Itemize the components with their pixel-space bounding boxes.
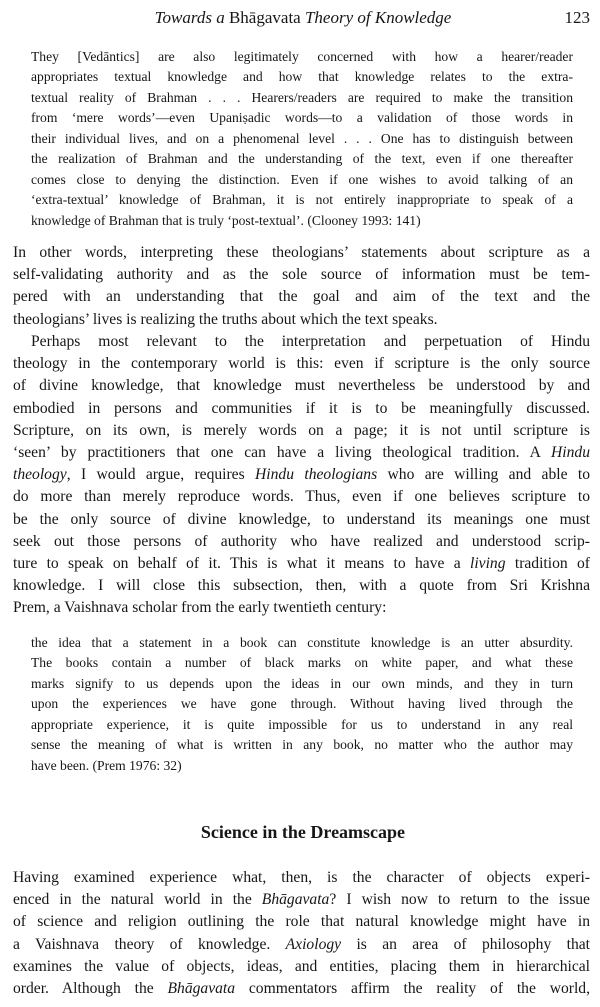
text-run: knowledge. I will close this subsection, then, with a quote from Sri Krishna — [13, 577, 590, 595]
text-line — [13, 242, 590, 264]
text-run: do more than merely reproduce words. Thus, even if one believes scripture to — [13, 488, 590, 506]
text-run: In other words, interpreting these theologians’ statements about scripture as a — [13, 244, 590, 261]
text-run: embodied in persons and communities if it is to be meaningfully discussed. — [13, 399, 590, 417]
text-line — [13, 934, 590, 956]
text-run: pered with an understanding that the goal and aim of the text and the — [13, 288, 590, 306]
text-line — [13, 264, 590, 286]
text-line — [13, 889, 590, 911]
paragraph-science — [13, 867, 590, 1000]
text-line — [13, 442, 590, 464]
text-line — [13, 420, 590, 442]
paragraph-interpreting — [13, 242, 590, 331]
text-line — [31, 190, 573, 210]
text-run: ture to speak on behalf of it. This is what it means to have a — [13, 554, 471, 572]
text-run: of science and religion outlining the role that natural knowledge might have in — [13, 913, 590, 931]
text-run: The books contain a number of black marks on white paper, and what these — [31, 655, 573, 671]
text-run: have been. (Prem 1976: 32) — [31, 757, 182, 773]
text-run: Perhaps most relevant to the interpretation and perpetuation of Hindu — [31, 333, 590, 350]
text-line — [31, 715, 573, 735]
italic-text: Bhāgavata — [167, 979, 236, 997]
text-line — [13, 867, 590, 889]
text-run: enced in the natural world in the — [13, 891, 262, 909]
text-run: Scripture, on its own, is merely words on a page; it is not until scripture is — [13, 421, 590, 439]
text-line — [13, 353, 590, 375]
text-line — [31, 129, 573, 149]
text-line — [13, 286, 590, 308]
text-line — [31, 633, 573, 653]
text-run: appropriates textual knowledge and how that knowledge relates to the extra- — [31, 69, 573, 85]
text-run: They [Vedāntics] are also legitimately concerned with how a hearer/reader — [31, 49, 573, 64]
text-run: ‘extra-textual’ knowledge of Brahman, it is not entirely inappropriate to speak of a — [31, 192, 573, 208]
text-run: their individual lives, and on a phenomenal level . . . One has to distinguish between — [31, 130, 573, 146]
text-line — [31, 211, 573, 231]
text-run: theologians’ lives is realizing the truths about which the text speaks. — [13, 310, 438, 328]
italic-text: Towards a — [154, 8, 229, 27]
italic-text: theology — [13, 466, 67, 484]
text-run: , I would argue, requires — [66, 466, 256, 484]
text-run: marks signify to us depends upon the ideas in our own minds, and they in turn — [31, 675, 573, 691]
text-line — [13, 509, 590, 531]
text-line — [13, 531, 590, 553]
text-run: be the only source of divine knowledge, to understand its meanings one must — [13, 510, 590, 528]
text-run: ‘seen’ by practitioners that one can have a living theological tradition. A — [13, 443, 552, 461]
text-run: tradition of — [505, 554, 591, 572]
text-run: from ‘mere words’—even Upaniṣadic words—to a validation of those words in — [31, 110, 573, 126]
text-run: Having examined experience what, then, is the character of objects experi- — [13, 869, 590, 886]
text-line — [13, 575, 590, 597]
text-line — [13, 464, 590, 486]
text-line — [31, 108, 573, 128]
italic-text: living — [470, 554, 506, 572]
paragraph-perhaps — [13, 331, 590, 619]
text-line — [31, 67, 573, 87]
text-run: commentators affirm the reality of the world, — [235, 979, 591, 997]
text-run: upon the experiences we have gone through. Without having lived through the — [31, 696, 573, 712]
text-run: a Vaishnava theory of knowledge. — [13, 935, 286, 953]
text-line — [31, 756, 573, 776]
text-run: textual reality of Brahman . . . Hearers/readers are required to make the transition — [31, 89, 573, 105]
block-quote-prem — [31, 633, 573, 776]
text-line — [13, 331, 590, 353]
italic-text: Theory of Knowledge — [300, 8, 452, 27]
text-line — [31, 170, 573, 190]
text-run: self-validating authority and as the sole source of information must be tem- — [13, 266, 590, 284]
text-line — [13, 486, 590, 508]
text-run: ? I wish now to return to the issue — [329, 891, 590, 909]
text-run: sense the meaning of what is written in any book, no matter who the author may — [31, 737, 573, 753]
text-run: of divine knowledge, that knowledge must nevertheless be understood by and — [13, 377, 590, 395]
text-line — [13, 375, 590, 397]
running-header — [0, 7, 600, 29]
page-number: 123 — [564, 8, 590, 27]
text-line — [31, 694, 573, 714]
text-line — [13, 911, 590, 933]
text-run: Prem, a Vaishnava scholar from the early twentieth century: — [13, 599, 387, 617]
text-line — [31, 735, 573, 755]
text-line — [13, 309, 590, 331]
text-run: seek out those persons of authority who have realized and understood scrip- — [13, 532, 590, 550]
text-run: comes close to denying the distinction. Even if one wishes to avoid talking of an — [31, 171, 573, 187]
text-line — [13, 553, 590, 575]
text-line — [31, 88, 573, 108]
text-run: appropriate experience, it is quite impossible for us to understand in any real — [31, 716, 573, 732]
text-run: who are willing and able to — [377, 466, 590, 484]
text-line — [13, 978, 590, 1000]
text-run: examines the value of objects, ideas, and entities, placing them in hierarchical — [13, 957, 590, 975]
text-run: order. Although the — [13, 979, 168, 997]
text-line — [31, 47, 573, 67]
text-run: is an area of philosophy that — [341, 935, 590, 953]
text-run: knowledge of Brahman that is truly ‘post-textual’. (Clooney 1993: 141) — [31, 212, 421, 228]
italic-text: Hindu theologians — [255, 466, 378, 484]
block-quote-clooney — [31, 47, 573, 231]
text-line — [13, 597, 590, 619]
text-line — [31, 149, 573, 169]
text-run: the realization of Brahman and the understanding of the text, even if one thereafter — [31, 151, 573, 167]
italic-text: Axiology — [285, 935, 342, 953]
text-line — [31, 653, 573, 673]
text-line — [31, 674, 573, 694]
text-line — [13, 398, 590, 420]
section-heading: Science in the Dreamscape — [200, 822, 406, 842]
text-line — [13, 956, 590, 978]
text-run: the idea that a statement in a book can constitute knowledge is an utter absurdity. — [31, 635, 573, 650]
italic-text: Bhāgavata — [261, 891, 330, 909]
running-title — [0, 7, 600, 29]
text-run: theology in the contemporary world is this: even if scripture is the only source — [13, 355, 590, 373]
text-run: Bhāgavata — [228, 8, 301, 27]
italic-text: Hindu — [551, 443, 590, 461]
